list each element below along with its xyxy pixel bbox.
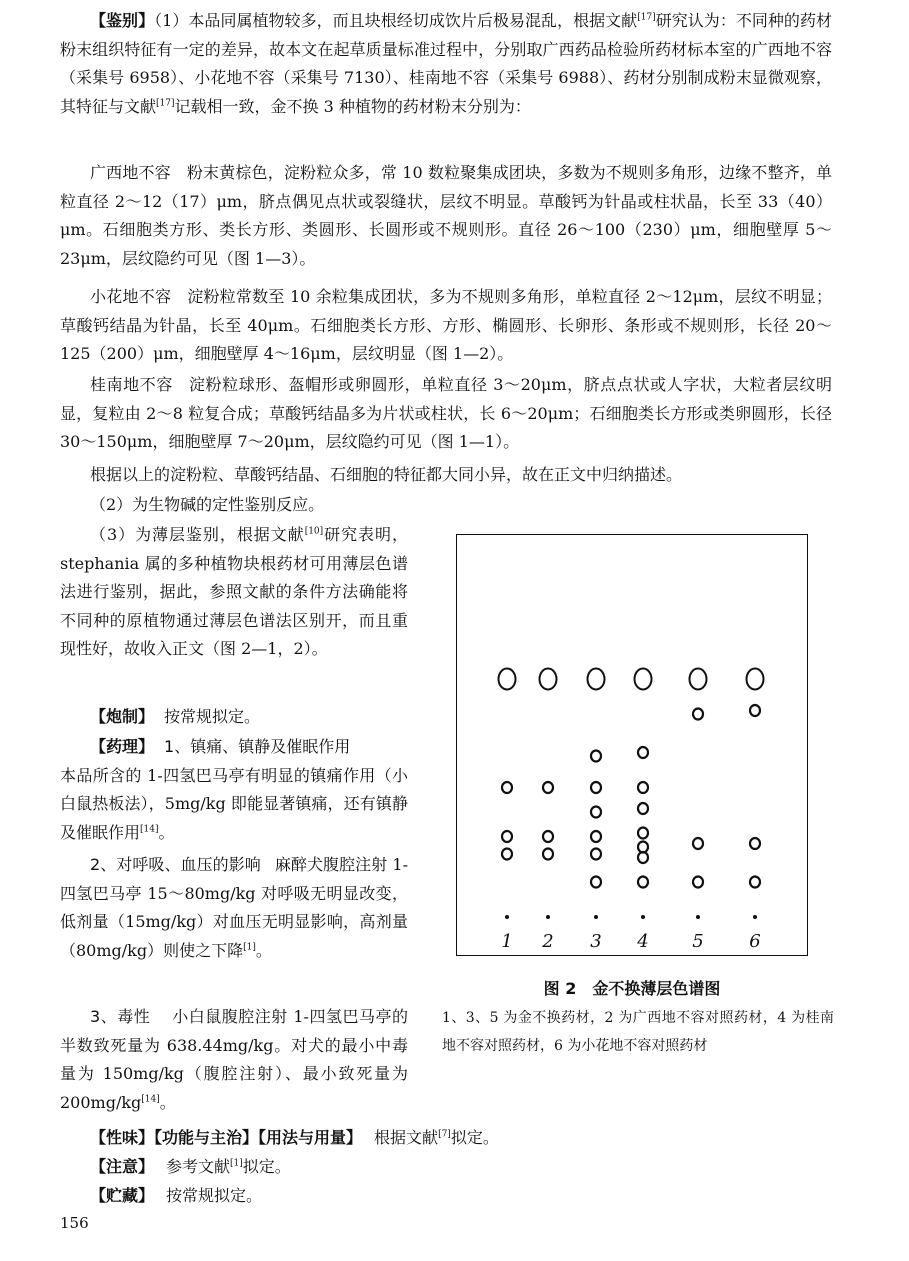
paragraph-text: 。 [255,940,272,960]
tlc-spot [638,803,648,814]
subheading: 3、毒性 [90,1007,151,1026]
tlc-spot [591,849,601,860]
tlc-lane-label: 5 [692,931,704,952]
tlc-spot [750,705,760,716]
nature-function-usage-paragraph [60,1124,832,1153]
figure-caption: 1、3、5 为金不换药材，2 为广西地不容对照药材，4 为桂南地不容对照药材，6 为小花地不容对照药材 [442,1010,834,1054]
tlc-lane-label: 1 [501,931,513,952]
toxicity-paragraph [60,1003,408,1117]
alkaloid-paragraph [60,491,832,520]
storage-paragraph [60,1182,832,1211]
tlc-spot [635,669,652,690]
tlc-origin-spot [505,915,509,919]
tlc-spot [591,831,601,842]
citation-ref: [14] [141,1094,160,1105]
paragraph-text: 按常规拟定。 [164,707,261,726]
citation-ref: [17] [637,12,656,23]
paragraph-text: 。 [158,822,175,842]
tlc-spot [543,831,553,842]
tlc-spot [693,877,703,888]
section-heading-pharmacology: 【药理】 [90,737,155,756]
tlc-lane-label: 2 [542,931,554,952]
figure-title: 图 2 金不换薄层色谱图 [543,979,721,998]
citation-ref: [17] [156,98,175,109]
tlc-lane-label: 3 [590,931,602,952]
tlc-spot [638,747,648,758]
species-paragraph-guinan [60,371,832,457]
tlc-spot [693,838,703,849]
section-heading-nature: 【性味】 [90,1128,155,1147]
processing-paragraph [60,703,408,732]
citation-ref: [7] [438,1129,451,1140]
paragraph-text: 根据以上的淀粉粒、草酸钙结晶、石细胞的特征都大同小异，故在正文中归纳描述。 [90,465,683,484]
respiration-paragraph [60,851,408,965]
tlc-spot [750,877,760,888]
tlc-spot [638,877,648,888]
tlc-spot [499,669,516,690]
tlc-spot [638,782,648,793]
tlc-origin-spot [594,915,598,919]
paragraph-text: 按常规拟定。 [166,1186,263,1205]
tlc-spot [638,842,648,853]
tlc-origin-spot [753,915,757,919]
tlc-spot [690,669,707,690]
tlc-lane-label: 4 [637,931,649,952]
paragraph-text: （3）为薄层鉴别，根据文献 [90,525,305,544]
tlc-spot [502,831,512,842]
tlc-spot [747,669,764,690]
section-heading-storage: 【贮藏】 [90,1186,155,1205]
tlc-spot [543,782,553,793]
paragraph-text: 参考文献 [166,1157,231,1176]
tlc-origin-spot [546,915,550,919]
citation-ref: [1] [230,1158,243,1169]
paragraph-text: （2）为生物碱的定性鉴别反应。 [90,495,325,514]
tlc-spot [502,849,512,860]
species-name: 桂南地不容 [90,375,173,394]
tlc-spot [588,669,605,690]
citation-ref: [14] [140,824,159,835]
section-heading-function: 【功能与主治】 [154,1128,259,1147]
tlc-spot [591,877,601,888]
tlc-spot [540,669,557,690]
tlc-spot [502,782,512,793]
paragraph-text: 本品所含的 1-四氢巴马亭有明显的镇痛作用（小白鼠热板法），5mg/kg 即能显著镇痛，还有镇静及催眠作用 [60,765,408,842]
tlc-spot [543,849,553,860]
paragraph-text: 淀粉粒常数至 10 余粒集成团状，多为不规则多角形，单粒直径 2～12μm，层纹不明显；草酸钙结晶为针晶，长至 40μm。石细胞类长方形、方形、椭圆形、长卵形、条形或不规则形，长径 20～125（200）μm，细胞壁厚 4～16μm，层纹明显（图 1—2）。 [60,287,832,364]
section-heading-processing: 【炮制】 [90,707,155,726]
pharmacology-paragraph [60,733,408,847]
tlc-spot [591,751,601,762]
paragraph-text: 粉末黄棕色，淀粉粒众多，常 10 数粒聚集成团块，多数为不规则多角形，边缘不整齐，单粒直径 2～12（17）μm，脐点偶见点状或裂缝状，层纹不明显。草酸钙为针晶或柱状晶，长至 33（40）μm。石细胞类方形、类长方形、类圆形、长圆形或不规则形。直径 26～100（230）μm，细胞壁厚 5～23μm，层纹隐约可见（图 1—3）。 [60,163,832,268]
paragraph-text: 拟定。 [242,1157,291,1176]
tlc-spot [638,852,648,863]
tlc-spot [750,838,760,849]
tlc-spot [591,782,601,793]
section-heading-caution: 【注意】 [90,1157,155,1176]
section-heading-identification: 【鉴别】 [90,11,155,30]
paragraph-text: 研究认为：不同种的药材粉末组织特征有一定的差异，故本文在起草质量标准过程中，分别取广西药品检验所药材标本室的广西地不容（采集号 6958）、小花地不容（采集号 7130）、桂南地不容（采集号 6988）、药材分别制成粉末显微观察，其特征与文献 [60,11,832,116]
paragraph-text: 。 [159,1092,176,1112]
summary-paragraph [60,461,832,490]
paragraph-text: 拟定。 [450,1128,499,1147]
species-name: 小花地不容 [90,287,172,306]
subheading: 1、镇痛、镇静及催眠作用 [164,737,351,756]
paragraph-text: 研究表明，stephania 属的多种植物块根药材可用薄层色谱法进行鉴别，据此，参照文献的条件方法确能将不同种的原植物通过薄层色谱法区别开，而且重现性好，故收入正文（图 2—1，2）。 [60,525,408,659]
paragraph-text: （1）本品同属植物较多，而且块根经切成饮片后极易混乱，根据文献 [154,11,638,30]
tlc-plate [457,535,807,955]
tlc-lane-label: 6 [749,931,761,952]
tlc-spot [591,807,601,818]
tlc-origin-spot [641,915,645,919]
paragraph-text: 根据文献 [374,1128,439,1147]
tlc-origin-spot [696,915,700,919]
page-number: 156 [60,1214,89,1232]
paragraph-text: 麻醉犬腹腔注射 1-四氢巴马亭 15～80mg/kg 对呼吸无明显改变，低剂量（15mg/kg）对血压无明显影响，高剂量（80mg/kg）则使之下降 [60,855,408,960]
paragraph-text: 淀粉粒球形、盔帽形或卵圆形，单粒直径 3～20μm，脐点点状或人字状，大粒者层纹明显，复粒由 2～8 粒复合成；草酸钙结晶多为片状或柱状，长 6～20μm；石细胞类长方形或类卵圆形，长径 30～150μm，细胞壁厚 7～20μm，层纹隐约可见（图 1—1）。 [60,375,832,452]
paragraph-text: 记载相一致，金不换 3 种植物的药材粉末分别为： [174,96,531,116]
identification-paragraph [60,7,832,121]
subheading: 2、对呼吸、血压的影响 [90,855,261,874]
section-heading-usage: 【用法与用量】 [258,1128,363,1147]
paragraph-text: 小白鼠腹腔注射 1-四氢巴马亭的半数致死量为 638.44mg/kg。对犬的最小中毒量为 150mg/kg（腹腔注射）、最小致死量为 200mg/kg [60,1007,408,1112]
tlc-chromatogram-figure [456,534,808,956]
tlc-spot [693,709,703,720]
citation-ref: [10] [304,526,324,537]
caution-paragraph [60,1153,832,1182]
species-name: 广西地不容 [90,163,171,182]
tlc-spot [638,828,648,839]
citation-ref: [1] [243,942,256,953]
species-paragraph-guangxi [60,159,832,273]
tlc-paragraph [60,521,408,664]
species-paragraph-xiaohua [60,283,832,369]
